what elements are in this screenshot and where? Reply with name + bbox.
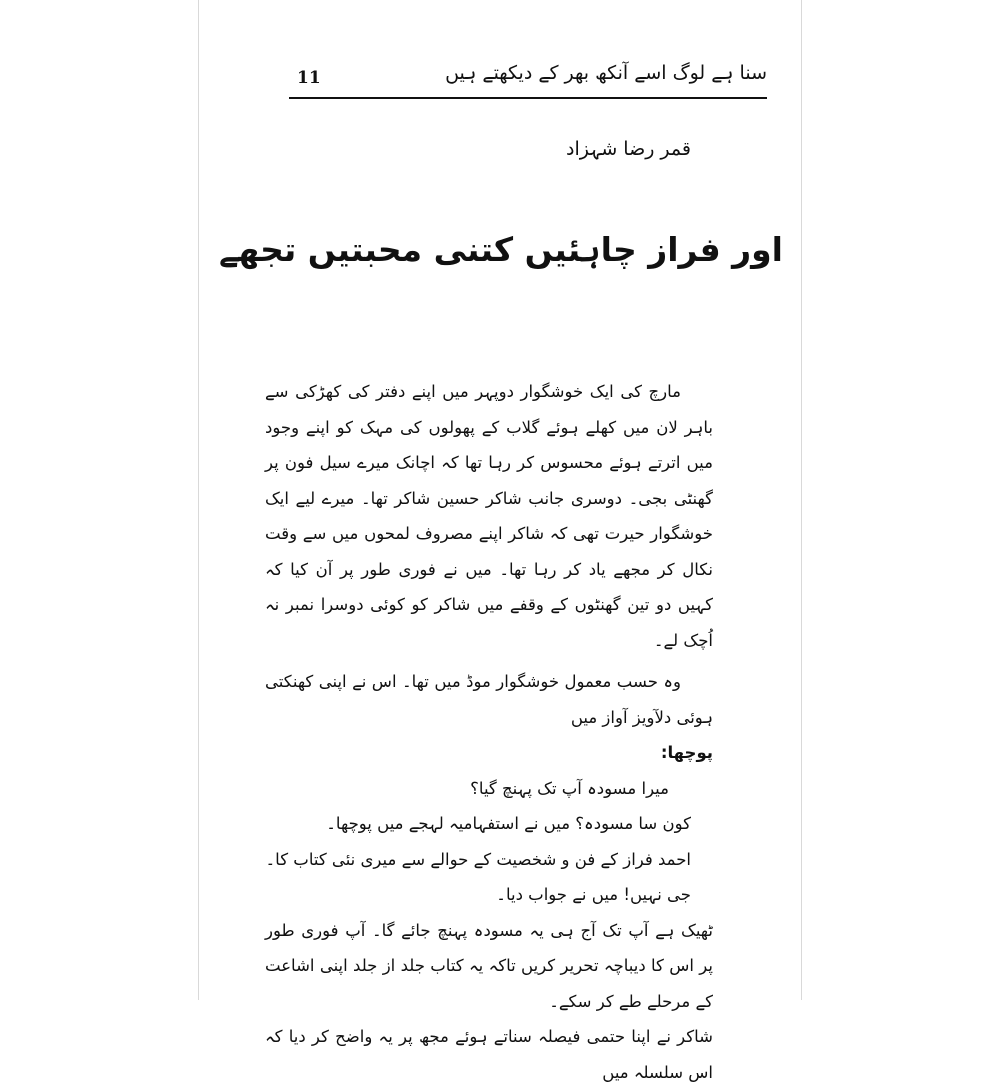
dialogue-line-2: کون سا مسودہ؟ میں نے استفہامیہ لہجے میں پوچھا۔ — [326, 814, 691, 833]
asked-label: پوچھا: — [660, 743, 713, 762]
body-text — [265, 374, 713, 1090]
paragraph-4: شاکر نے اپنا حتمی فیصلہ سناتے ہوئے مجھ پر یہ واضح کر دیا کہ اس سلسلہ میں — [265, 1027, 713, 1082]
dialogue-line-3: احمد فراز کے فن و شخصیت کے حوالے سے میری نئی کتاب کا۔ — [265, 849, 691, 869]
dialogue-line-1: میرا مسودہ آپ تک پہنچ گیا؟ — [470, 778, 669, 798]
chapter-title: اور فراز چاہئیں کتنی محبتیں تجھے — [219, 230, 783, 269]
author-name: قمر رضا شہزاد — [565, 138, 691, 160]
page-number: 11 — [297, 68, 321, 88]
dialogue-line-4: جی نہیں! میں نے جواب دیا۔ — [496, 885, 691, 904]
paragraph-2: وہ حسب معمول خوشگوار موڈ میں تھا۔ اس نے اپنی کھنکتی ہوئی دلآویز آواز میں — [265, 672, 713, 727]
book-page — [198, 0, 802, 1082]
running-title: سنا ہے لوگ اسے آنکھ بھر کے دیکھتے ہیں — [445, 62, 767, 84]
paragraph-1: مارچ کی ایک خوشگوار دوپہر میں اپنے دفتر کی کھڑکی سے باہر لان میں کھلے ہوئے گلاب کے پھولوں کی مہک کو اپنے وجود میں اترتے ہوئے محسوس کر رہا تھا کہ اچانک میرے سیل فون پر گھنٹی بجی۔ دوسری جانب شاکر حسین شاکر تھا۔ میرے لیے ایک خوشگوار حیرت تھی کہ شاکر اپنے مصروف لمحوں میں سے وقت نکال کر مجھے یاد کر رہا تھا۔ میں نے فوری طور پر آن کیا کہ کہیں دو تین گھنٹوں کے وقفے میں شاکر کو کوئی دوسرا نمبر نہ اُچک لے۔ — [265, 382, 713, 650]
page-header — [287, 62, 767, 96]
paragraph-3: ٹھیک ہے آپ تک آج ہی یہ مسودہ پہنچ جائے گا۔ آپ فوری طور پر اس کا دیباچہ تحریر کریں تاکہ یہ کتاب جلد از جلد اپنی اشاعت کے مرحلے طے کر سکے۔ — [265, 920, 713, 1011]
header-rule — [289, 97, 767, 99]
